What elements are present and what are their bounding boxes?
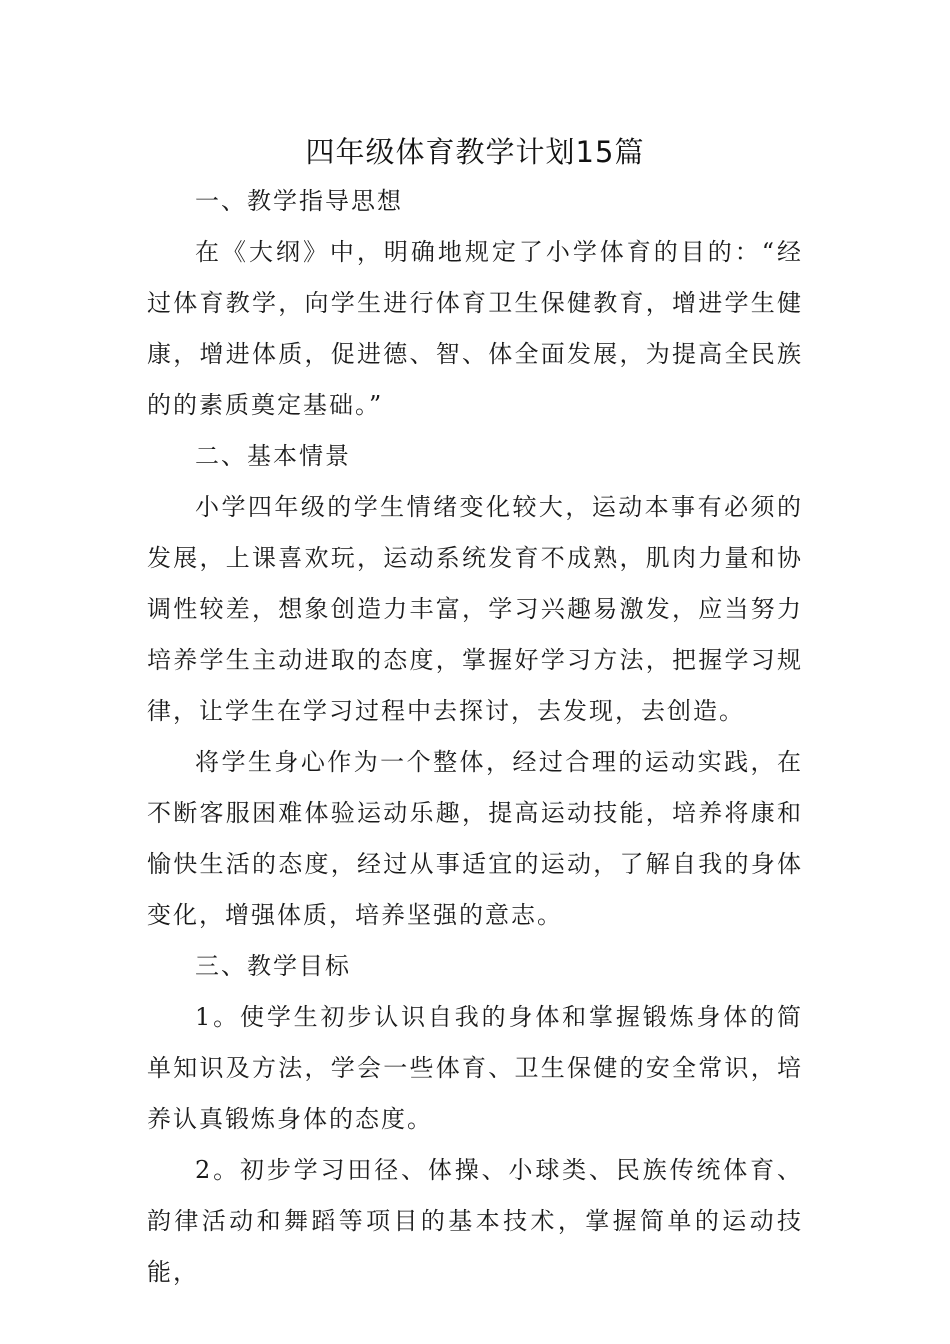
section-heading-teaching-goals: 三、教学目标: [195, 952, 351, 980]
document-body: [147, 176, 803, 1298]
paragraph-student-situation: 小学四年级的学生情绪变化较大，运动本事有必须的发展，上课喜欢玩，运动系统发育不成熟，肌肉力量和协调性较差，想象创造力丰富，学习兴趣易激发，应当努力培养学生主动进取的态度，掌握好学习方法，把握学习规律，让学生在学习过程中去探讨，去发现，去创造。: [147, 493, 803, 725]
paragraph-goal-1: 1。使学生初步认识自我的身体和掌握锻炼身体的简单知识及方法，学会一些体育、卫生保健的安全常识，培养认真锻炼身体的态度。: [147, 1003, 803, 1133]
paragraph-outline-purpose: 在《大纲》中，明确地规定了小学体育的目的：“经过体育教学，向学生进行体育卫生保健教育，增进学生健康，增进体质，促进德、智、体全面发展，为提高全民族的的素质奠定基础。”: [147, 238, 803, 419]
section-heading-guiding-ideology: 一、教学指导思想: [195, 187, 403, 215]
document-title: 四年级体育教学计划15篇: [305, 135, 645, 169]
paragraph-holistic-approach: 将学生身心作为一个整体，经过合理的运动实践，在不断客服困难体验运动乐趣，提高运动技能，培养将康和愉快生活的态度，经过从事适宜的运动，了解自我的身体变化，增强体质，培养坚强的意志。: [147, 748, 803, 929]
section-heading-basic-situation: 二、基本情景: [195, 442, 351, 470]
paragraph-goal-2: 2。初步学习田径、体操、小球类、民族传统体育、韵律活动和舞蹈等项目的基本技术，掌握简单的运动技能，: [147, 1156, 803, 1286]
